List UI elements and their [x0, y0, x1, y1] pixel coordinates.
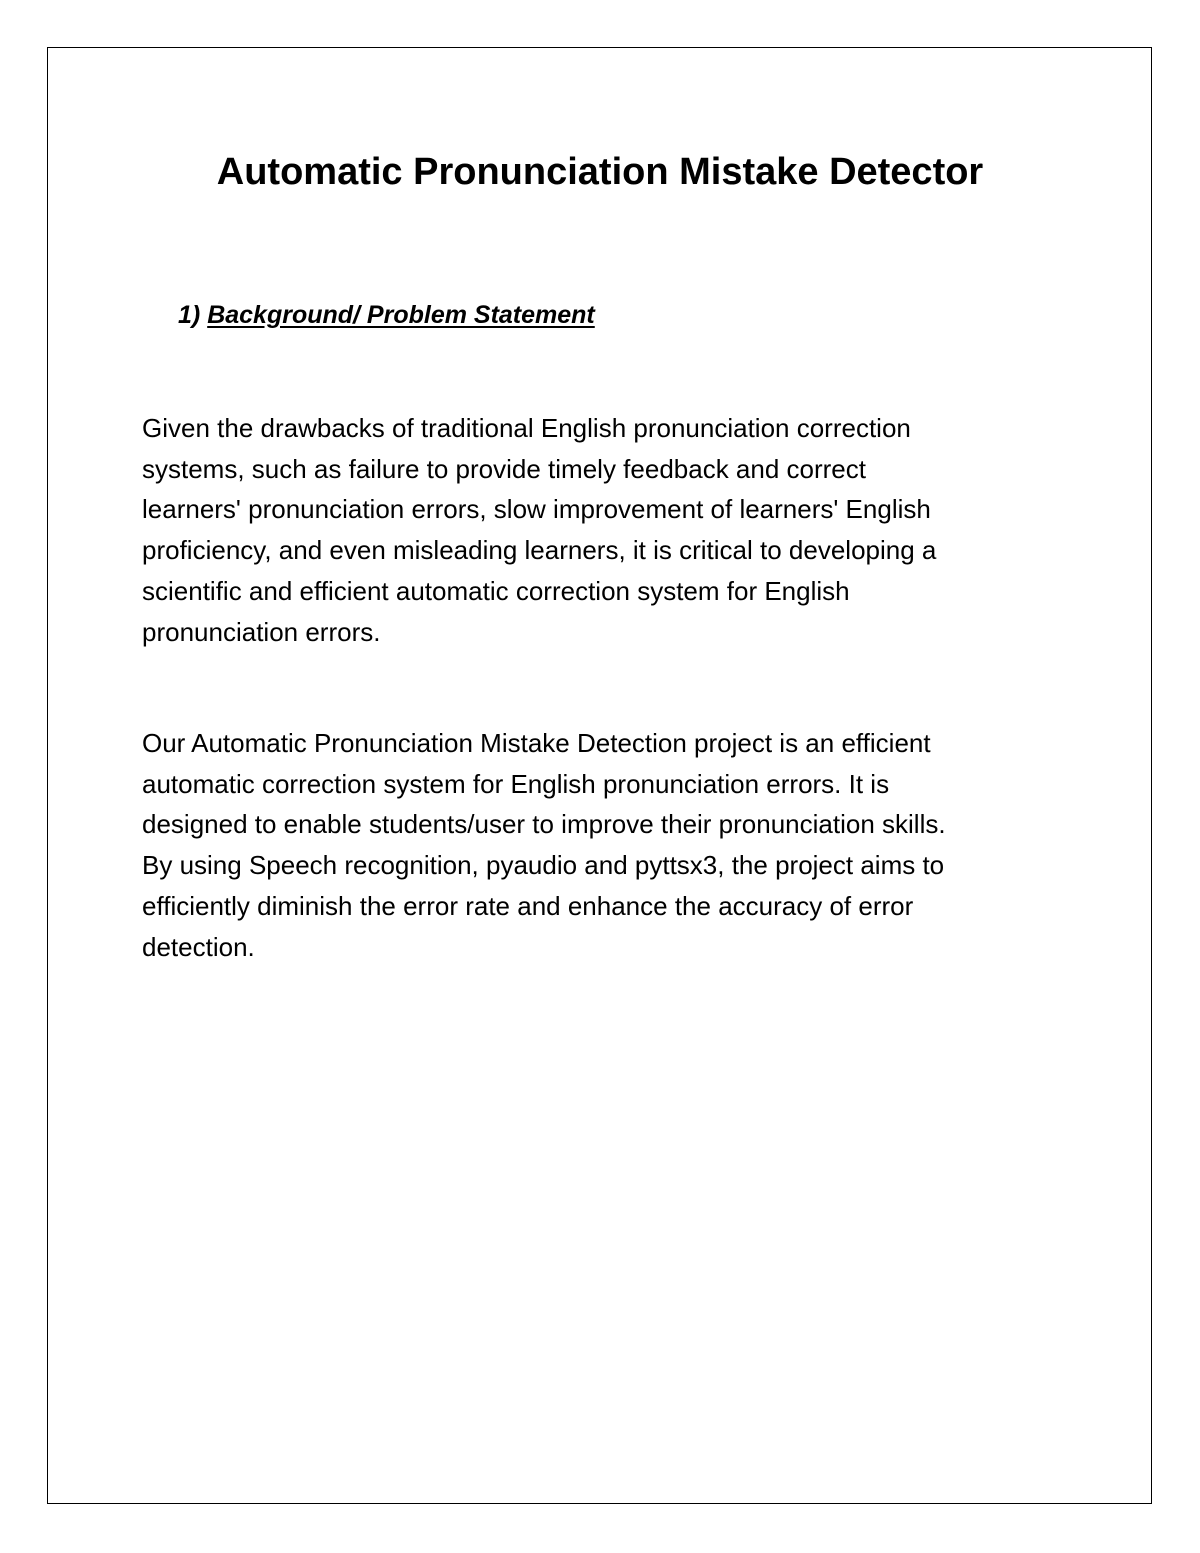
section-heading	[178, 298, 595, 332]
paragraph-problem-statement	[142, 408, 1067, 652]
paragraph-line: Our Automatic Pronunciation Mistake Detection project is an efficient	[142, 728, 931, 758]
paragraph-line: efficiently diminish the error rate and enhance the accuracy of error	[142, 890, 914, 921]
paragraph-line: detection.	[142, 931, 255, 962]
paragraph-line: automatic correction system for English pronunciation errors. It is	[142, 768, 890, 799]
section-heading-text: Background/ Problem Statement	[207, 301, 595, 329]
paragraph-line: learners' pronunciation errors, slow improvement of learners' English	[142, 494, 931, 525]
document-title: Automatic Pronunciation Mistake Detector	[216, 151, 984, 193]
paragraph-line: scientific and efficient automatic correction system for English	[142, 575, 850, 606]
paragraph-line: proficiency, and even misleading learners, it is critical to developing a	[142, 535, 937, 566]
paragraph-line: By using Speech recognition, pyaudio and pyttsx3, the project aims to	[142, 850, 945, 881]
paragraph-line: designed to enable students/user to improve their pronunciation skills.	[142, 809, 946, 840]
paragraph-line: systems, such as failure to provide timely feedback and correct	[142, 453, 866, 484]
paragraph-line: Given the drawbacks of traditional English pronunciation correction	[142, 413, 911, 443]
paragraph-project-description	[142, 723, 1067, 967]
section-number: 1)	[178, 301, 201, 329]
paragraph-line: pronunciation errors.	[142, 616, 381, 647]
